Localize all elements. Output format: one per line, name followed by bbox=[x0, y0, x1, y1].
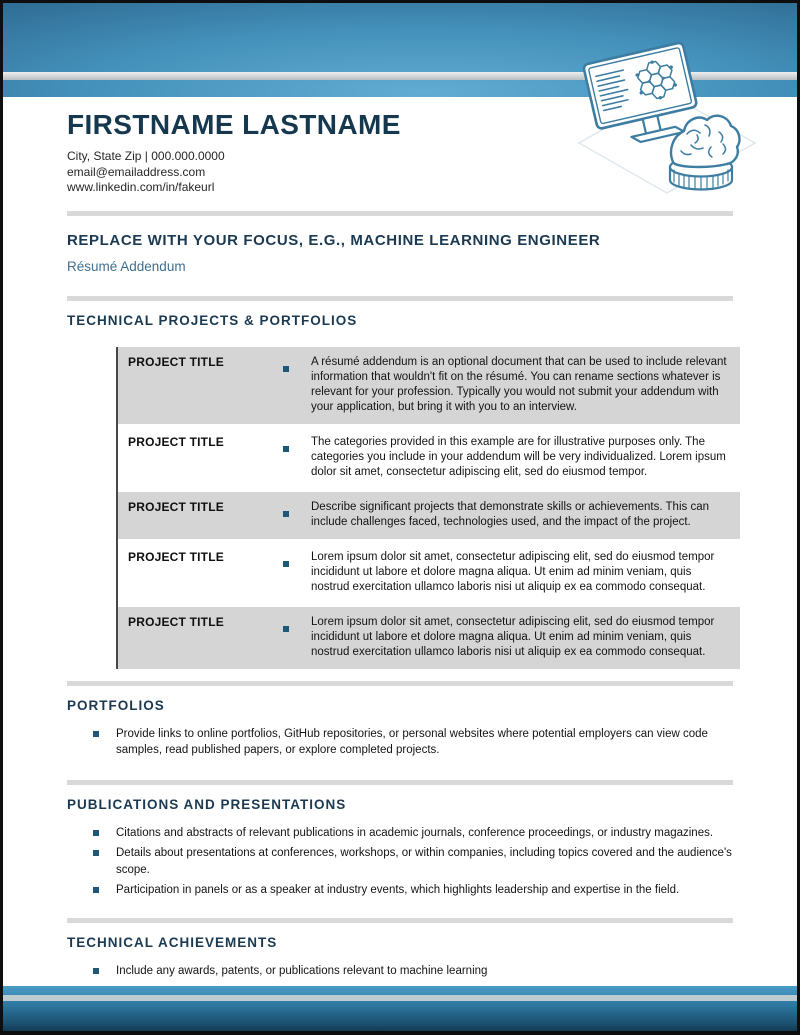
project-description: Lorem ipsum dolor sit amet, consectetur adipiscing elit, sed do eiusmod tempor incididunt ut labore et dolore magna aliqua. Ut enim ad minim veniam, quis nostrud exercitation ullamco laboris nisi ut aliquip ex ea commodo consequat. bbox=[311, 615, 715, 658]
project-title: PROJECT TITLE bbox=[128, 499, 224, 514]
square-bullet-icon bbox=[93, 850, 99, 856]
bullet-text: Citations and abstracts of relevant publications in academic journals, conference proceedings, or industry magazines. bbox=[116, 826, 714, 839]
table-row bbox=[118, 542, 740, 604]
project-description: Describe significant projects that demonstrate skills or achievements. This can include challenges faced, technologies used, and the impact of the project. bbox=[311, 500, 709, 528]
list-item bbox=[67, 726, 733, 759]
document-type: Résumé Addendum bbox=[67, 258, 186, 274]
section-heading-portfolios: PORTFOLIOS bbox=[67, 697, 165, 713]
bottom-banner bbox=[3, 986, 797, 1031]
square-bullet-icon bbox=[278, 550, 311, 595]
bottom-banner-stripe bbox=[3, 995, 797, 1001]
table-row bbox=[118, 347, 740, 424]
project-description: The categories provided in this example are for illustrative purposes only. The categories you include in your addendum will be very individualized. Lorem ipsum dolor sit amet, consectetur adipiscing elit, sed do eiusmod tempor. bbox=[311, 435, 726, 478]
square-bullet-icon bbox=[278, 500, 311, 530]
section-heading-achievements: TECHNICAL ACHIEVEMENTS bbox=[67, 934, 278, 950]
portfolios-list bbox=[67, 726, 733, 759]
bullet-text: Details about presentations at conferences, workshops, or within companies, including topics covered and the audience's scope. bbox=[116, 847, 732, 876]
monitor-brain-illustration bbox=[569, 29, 765, 205]
publications-list bbox=[67, 825, 733, 899]
project-title: PROJECT TITLE bbox=[128, 614, 224, 629]
project-description: Lorem ipsum dolor sit amet, consectetur adipiscing elit, sed do eiusmod tempor incididunt ut labore et dolore magna aliqua. Ut enim ad minim veniam, quis nostrud exercitation ullamco laboris nisi ut aliquip ex ea commodo consequat. bbox=[311, 550, 715, 593]
bullet-text: Participation in panels or as a speaker at industry events, which highlights leadership and expertise in the field. bbox=[116, 884, 680, 896]
contact-city-phone: City, State Zip | 000.000.0000 bbox=[67, 149, 225, 163]
table-row bbox=[118, 607, 740, 669]
square-bullet-icon bbox=[278, 355, 311, 415]
square-bullet-icon bbox=[93, 968, 99, 974]
project-title: PROJECT TITLE bbox=[128, 354, 224, 369]
projects-table bbox=[116, 347, 740, 669]
section-heading-projects: TECHNICAL PROJECTS & PORTFOLIOS bbox=[67, 312, 358, 328]
project-title: PROJECT TITLE bbox=[128, 549, 224, 564]
list-item bbox=[67, 825, 733, 842]
contact-email: email@emailaddress.com bbox=[67, 164, 206, 179]
focus-title: REPLACE WITH YOUR FOCUS, E.G., MACHINE LEARNING ENGINEER bbox=[67, 231, 601, 249]
bullet-text: Include any awards, patents, or publications relevant to machine learning bbox=[116, 964, 488, 977]
achievements-list bbox=[67, 963, 733, 980]
table-row bbox=[118, 427, 740, 489]
divider bbox=[67, 918, 733, 923]
bullet-text: Provide links to online portfolios, GitHub repositories, or personal websites where potential employers can view code samples, read published papers, or explore completed projects. bbox=[116, 727, 708, 756]
table-row bbox=[118, 492, 740, 539]
square-bullet-icon bbox=[278, 615, 311, 660]
brain-icon bbox=[670, 116, 739, 190]
contact-linkedin: www.linkedin.com/in/fakeurl bbox=[67, 180, 215, 194]
list-item bbox=[67, 963, 733, 980]
divider bbox=[67, 780, 733, 785]
divider bbox=[67, 681, 733, 686]
divider bbox=[67, 296, 733, 301]
square-bullet-icon bbox=[93, 887, 99, 893]
project-title: PROJECT TITLE bbox=[128, 434, 224, 449]
square-bullet-icon bbox=[278, 435, 311, 480]
list-item bbox=[67, 845, 733, 878]
project-description: A résumé addendum is an optional document that can be used to include relevant information that wouldn't fit on the résumé. You can rename sections whatever is relevant for your profession. Typically you would not submit your addendum with your application, but bring it with you to an interview. bbox=[311, 355, 727, 413]
person-name: FIRSTNAME LASTNAME bbox=[67, 109, 401, 140]
square-bullet-icon bbox=[93, 731, 99, 737]
square-bullet-icon bbox=[93, 830, 99, 836]
section-heading-publications: PUBLICATIONS AND PRESENTATIONS bbox=[67, 796, 347, 812]
divider bbox=[67, 211, 733, 216]
list-item bbox=[67, 882, 733, 899]
